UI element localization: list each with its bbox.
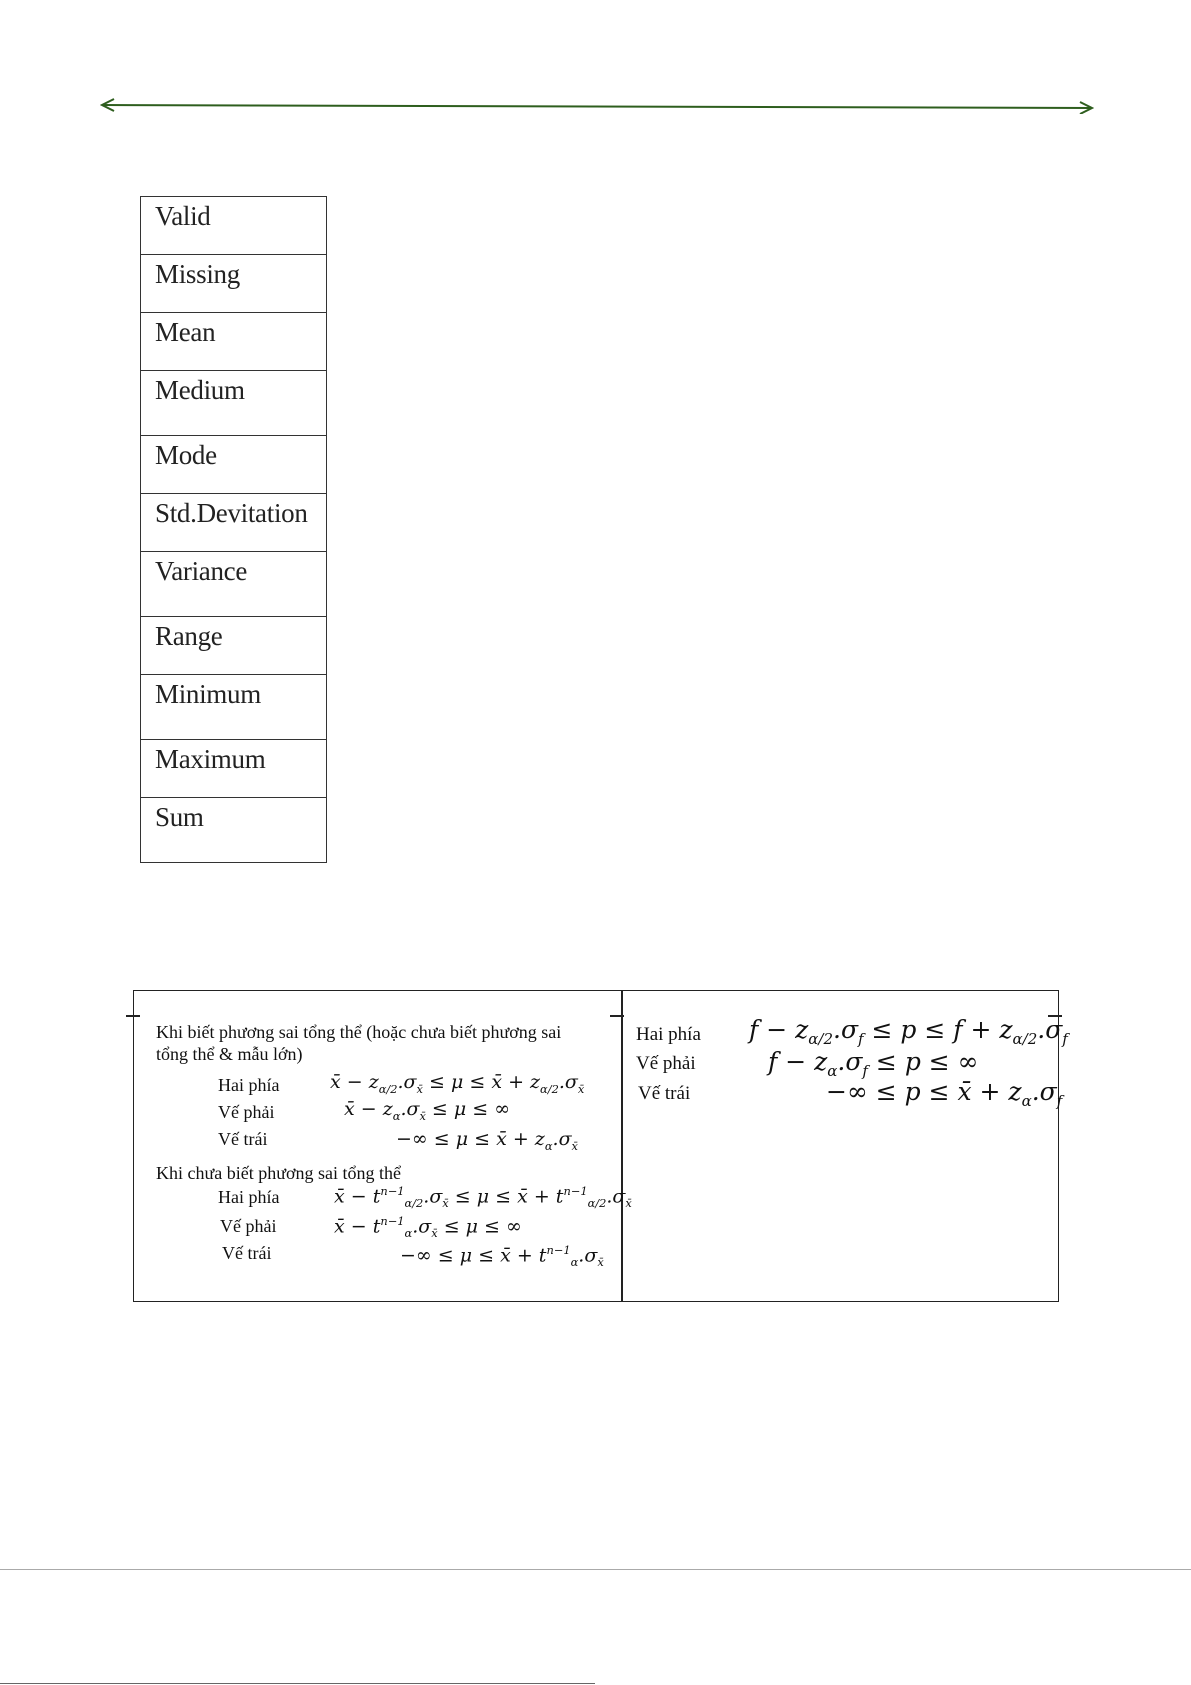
two-sided-label: Hai phía	[218, 1075, 280, 1095]
known-variance-heading-cont: tổng thể & mẫu lớn)	[156, 1044, 303, 1064]
formula-mean-t-two-sided: x̄ − $t^{n-1}_{\alpha/2}.\sigma_{x̄} \le \mu$ ≤ x̄ + $t^{n-1}_{\alpha/2}.\sigma_{x̄}$	[334, 1184, 632, 1211]
formula-prop-right: $f - z_\alpha.\sigma_f \le p$ ≤ ∞	[768, 1047, 979, 1080]
formula-prop-left: −∞ ≤ p ≤ x̄ + $z_\alpha.\sigma_f$	[826, 1077, 1063, 1110]
divider-tick	[610, 1015, 624, 1017]
formula-prop-two-sided: $f - z_{\alpha/2}.\sigma_f \le p \le f + z_{\alpha/2}.\sigma_f$	[749, 1015, 1068, 1048]
stat-label: Variance	[141, 552, 327, 617]
table-row	[141, 313, 327, 371]
stat-label: Valid	[141, 197, 327, 255]
table-row	[141, 371, 327, 436]
table-row	[141, 197, 327, 255]
stat-label: Mode	[141, 436, 327, 494]
left-label: Vế trái	[638, 1083, 691, 1104]
table-row	[141, 436, 327, 494]
stat-label: Missing	[141, 255, 327, 313]
column-divider	[621, 991, 623, 1301]
stat-label: Minimum	[141, 675, 327, 740]
table-row	[141, 617, 327, 675]
table-row	[141, 675, 327, 740]
stat-label: Std.Devitation	[141, 494, 327, 552]
stat-label: Mean	[141, 313, 327, 371]
left-label: Vế trái	[218, 1129, 268, 1149]
double-arrow-line	[100, 98, 1094, 114]
table-row	[141, 740, 327, 798]
formula-mean-z-right: x̄ − $z_\alpha.\sigma_{x̄} \le \mu$ ≤ ∞	[344, 1098, 511, 1123]
footnote-divider	[0, 1683, 595, 1684]
statistics-table	[140, 196, 327, 863]
formula-mean-t-left: −∞ ≤ μ ≤ x̄ + $t^{n-1}_\alpha.\sigma_{x̄}$	[400, 1243, 604, 1270]
confidence-interval-formulas	[133, 990, 1068, 1302]
stat-label: Maximum	[141, 740, 327, 798]
known-variance-heading: Khi biết phương sai tổng thể (hoặc chưa biết phương sai	[156, 1022, 562, 1042]
footer-divider	[0, 1569, 1191, 1570]
divider-tick	[126, 1015, 140, 1017]
formula-mean-z-two-sided: x̄ − $z_{\alpha/2}.\sigma_{x̄} \le \mu$ ≤ x̄ + $z_{\alpha/2}.\sigma_{x̄}$	[330, 1071, 585, 1096]
stat-label: Sum	[141, 798, 327, 863]
table-row	[141, 798, 327, 863]
right-label: Vế phải	[636, 1053, 696, 1074]
stat-label: Range	[141, 617, 327, 675]
table-row	[141, 552, 327, 617]
two-sided-label: Hai phía	[218, 1187, 280, 1207]
two-sided-label: Hai phía	[636, 1024, 701, 1045]
right-label: Vế phải	[218, 1102, 275, 1122]
unknown-variance-heading: Khi chưa biết phương sai tổng thể	[156, 1163, 401, 1183]
stat-label: Medium	[141, 371, 327, 436]
table-row	[141, 494, 327, 552]
formula-mean-t-right: x̄ − $t^{n-1}_\alpha.\sigma_{x̄} \le \mu$ ≤ ∞	[334, 1214, 522, 1241]
table-row	[141, 255, 327, 313]
formula-mean-z-left: −∞ ≤ μ ≤ x̄ + $z_\alpha.\sigma_{x̄}$	[396, 1128, 578, 1153]
left-label: Vế trái	[222, 1243, 272, 1263]
right-label: Vế phải	[220, 1216, 277, 1236]
